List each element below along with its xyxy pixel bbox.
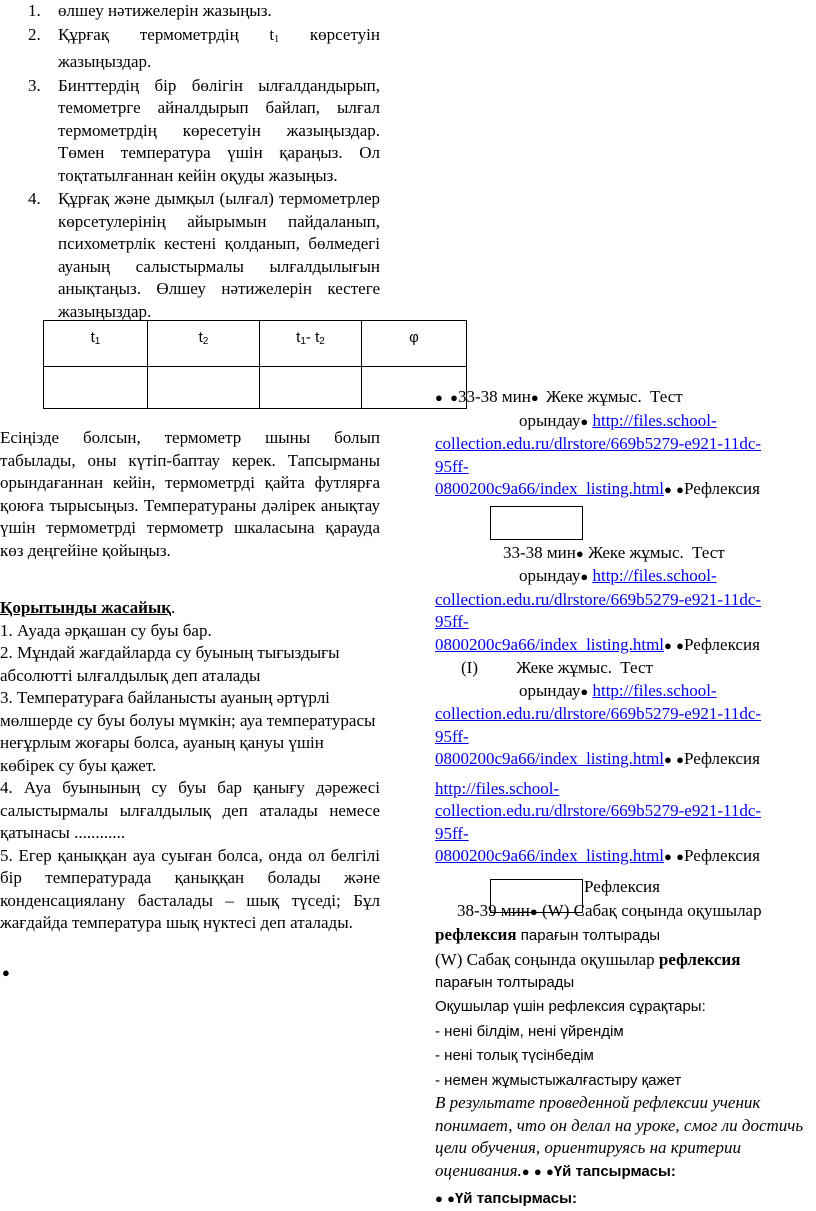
- empty-box: [490, 506, 583, 540]
- table-cell[interactable]: [260, 367, 362, 409]
- bullet-icon: ●: [450, 390, 458, 405]
- resource-link[interactable]: http://files.school-: [592, 680, 717, 700]
- list-item-text: Құрғақ термометрдің $t_1$ көрсетуін жазыңыздар.: [58, 24, 380, 71]
- bullet-icon: ●: [580, 683, 589, 699]
- table-header-t-diff: $t_1-$ $t_2$: [260, 321, 362, 367]
- bullet-icon: ●: [521, 1163, 530, 1179]
- safety-note: Есіңізде болсын, термометр шыны болып табылады, оны күтіп-баптау керек. Тапсырманы орындағаннан кейін, термометрді қайта футлярға қоюға тырысыңыз. Температураны дәлірек анықтау үшін термометрді термометр шкаласына қарауда көз деңгейіне қойыңыз.: [0, 428, 380, 560]
- conclusion-item: 1. Ауада әрқашан су буы бар.: [0, 620, 212, 640]
- bullet-icon: ●: [447, 1191, 455, 1206]
- bullet-icon: ●: [664, 849, 672, 864]
- bullet-icon: ●: [533, 1163, 542, 1179]
- bullet-icon: ●: [676, 482, 684, 497]
- instruction-list: [28, 0, 380, 323]
- bullet-icon: ●: [2, 965, 10, 980]
- list-item: 4. Құрғақ және дымқыл (ылғал) термометрлер көрсетулерінің айырымын пайдаланып, психометрлік кестені қолданып, бөлмедегі ауаның салыстырмалы ылғалдылығын анықтаңыз. Өлшеу нәтижелерін кестеге жазыңыздар.: [28, 188, 380, 323]
- list-item-text: Құрғақ және дымқыл (ылғал) термометрлер көрсетулерінің айырымын пайдаланып, психометрлік кестені қолданып, бөлмедегі ауаның салыстырмалы ылғалдылығын анықтаңыз. Өлшеу нәтижелерін кестеге жазыңыздар.: [58, 189, 380, 321]
- questions-title: Оқушылар үшін рефлексия сұрақтары:: [435, 998, 706, 1015]
- resource-link[interactable]: http://files.school-: [592, 410, 717, 430]
- bullet-icon: ●: [545, 1163, 554, 1179]
- bullet-icon: ●: [435, 1191, 443, 1206]
- bullet-icon: ●: [676, 752, 684, 767]
- resource-link[interactable]: 0800200c9a66/index_listing.html: [435, 749, 665, 768]
- conclusion-item: 3. Температураға байланысты ауаның әртүрлі мөлшерде су буы болуы мүмкін; ауа температурасы неғұрлым жоғары болса, ауаның қануы үшін көбірек су буы қажет.: [0, 688, 376, 775]
- resource-link[interactable]: 95ff-: [435, 456, 469, 476]
- resource-link[interactable]: 95ff-: [435, 612, 469, 631]
- measurement-table: [43, 320, 467, 409]
- table-cell[interactable]: [44, 367, 148, 409]
- resource-link[interactable]: collection.edu.ru/dlrstore/669b5279-e921-11dc-: [435, 434, 762, 453]
- bullet-icon: ●: [676, 849, 684, 864]
- list-item: 3. Бинттердің бір бөлігін ылғалдандырып, темометрге айналдырып байлап, ылғал термометрдің көресетуін жазыңыздар. Төмен температура үшін қараңыз. Ол тоқтатылғаннан кейін оқуды жазыңыз.: [28, 75, 380, 188]
- homework-line: ● ●Үй тапсырмасы:: [435, 1190, 577, 1207]
- list-item: 1. өлшеу нәтижелерін жазыңыз.: [28, 0, 380, 23]
- resource-link[interactable]: 95ff-: [435, 823, 469, 843]
- bullet-icon: ●: [575, 545, 584, 561]
- table-header-phi: φ: [362, 321, 467, 367]
- right-column: ● ●33-38 мин● Жеке жұмыс. Тест орындау● http://files.school- collection.edu.ru/dlrstore/669b5279-e921-11dc- 95ff- 0800200c9a66/index_listing.html● ●Рефлексия 33-38 мин● Жеке жұмыс. Тест орындау● http://files.school- collection.edu.ru/dlrstore/669b5279-e921-11dc- 95ff- 0800200c9a66/index_listing.html● ●Рефлексия (I) Жеке жұмыс. Тест орындау● http://files.school- collection.edu.ru/dlrstore/669b5279-e921-11dc- 95ff- 0800200c9a66/index_listing.html● ●Рефлексия http://files.school- collection.edu.ru/dlrstore/669b5279-e921-11dc- 95ff- 0800200c9a66/index_listing.html● ●Рефлексия: [435, 386, 810, 913]
- task-line: 33-38 мин● Жеке жұмыс. Тест: [503, 542, 725, 562]
- list-item-text: өлшеу нәтижелерін жазыңыз.: [58, 1, 272, 20]
- bullet-icon: ●: [664, 637, 672, 653]
- reflection-section: 38-39 мин● (W) Сабақ соңында оқушылар рефлексия парағын толтырады (W) Сабақ соңында оқушылар рефлексия парағын толтырады Оқушылар үшін рефлексия сұрақтары: - нені білдім, нені үйрендім - нені толық түсінбедім - немен жұмыстыжалғастыру қажет В результате проведенной рефлексии ученик понимает, что он делал на уроке, смог ли достичь цели обучения, ориентируясь на критерии оценивания.● ● ●Үй тапсырмасы: ● ●Үй тапсырмасы:: [435, 900, 810, 1211]
- list-item: 2. Құрғақ термометрдің $t_1$ көрсетуін жазыңыздар.: [28, 24, 380, 74]
- conclusion-item: 4. Ауа буынының су буы бар қанығу дәрежесі салыстырмалы ылғалдылық деп аталады немесе қатынасы ............: [0, 778, 380, 842]
- bullet-icon: ●: [530, 390, 539, 405]
- table-cell[interactable]: [148, 367, 260, 409]
- table-header-t2: $t_2$: [148, 321, 260, 367]
- bullet-icon: ●: [435, 390, 443, 405]
- resource-link[interactable]: 95ff-: [435, 726, 469, 746]
- conclusion-item: 2. Мұндай жағдайларда су буының тығыздығы абсолютті ылғалдылық деп аталады: [0, 643, 340, 685]
- bullet-icon: ●: [664, 482, 672, 497]
- question-item: - немен жұмыстыжалғастыру қажет: [435, 1071, 682, 1089]
- task-line: ● ●33-38 мин● Жеке жұмыс. Тест: [435, 387, 683, 406]
- list-item-text: Бинттердің бір бөлігін ылғалдандырып, темометрге айналдырып байлап, ылғал термометрдің көресетуін жазыңыздар. Төмен температура үшін қараңыз. Ол тоқтатылғаннан кейін оқуды жазыңыз.: [58, 75, 380, 185]
- bullet-icon: ●: [529, 904, 538, 919]
- bullet-icon: ●: [664, 752, 672, 767]
- conclusion-title: Қорытынды жасайық.: [0, 598, 176, 617]
- bullet-icon: ●: [676, 637, 684, 653]
- table-header-t1: $t_1$: [44, 321, 148, 367]
- question-item: - нені толық түсінбедім: [435, 1047, 594, 1064]
- resource-link[interactable]: collection.edu.ru/dlrstore/669b5279-e921-11dc-: [435, 801, 762, 820]
- russian-note: В результате проведенной рефлексии ученик понимает, что он делал на уроке, смог ли достичь цели обучения, ориентируясь на критерии оценивания.● ● ●Үй тапсырмасы:: [435, 1093, 804, 1180]
- reflection-title: Рефлексия: [584, 877, 660, 896]
- task-line: (I) Жеке жұмыс. Тест: [461, 658, 653, 677]
- resource-link[interactable]: 0800200c9a66/index_listing.html: [435, 634, 665, 654]
- bullet-icon: ●: [580, 413, 589, 429]
- resource-link[interactable]: 0800200c9a66/index_listing.html: [435, 846, 665, 865]
- conclusion-section: [0, 597, 380, 935]
- conclusion-item: 5. Егер қаныққан ауа суыған болса, онда ол белгілі бір температурада қаныққан болады және конденсациялану басталады – шық түседі; Бұл жағдайда температура шық нүктесі деп аталады.: [0, 845, 380, 932]
- resource-link[interactable]: http://files.school-: [592, 566, 717, 585]
- resource-link[interactable]: 0800200c9a66/index_listing.html: [435, 479, 665, 498]
- resource-link[interactable]: collection.edu.ru/dlrstore/669b5279-e921-11dc-: [435, 589, 762, 609]
- bullet-icon: ●: [580, 569, 589, 584]
- resource-link[interactable]: collection.edu.ru/dlrstore/669b5279-e921-11dc-: [435, 704, 762, 723]
- question-item: - нені білдім, нені үйрендім: [435, 1022, 624, 1040]
- resource-link[interactable]: http://files.school-: [435, 778, 560, 798]
